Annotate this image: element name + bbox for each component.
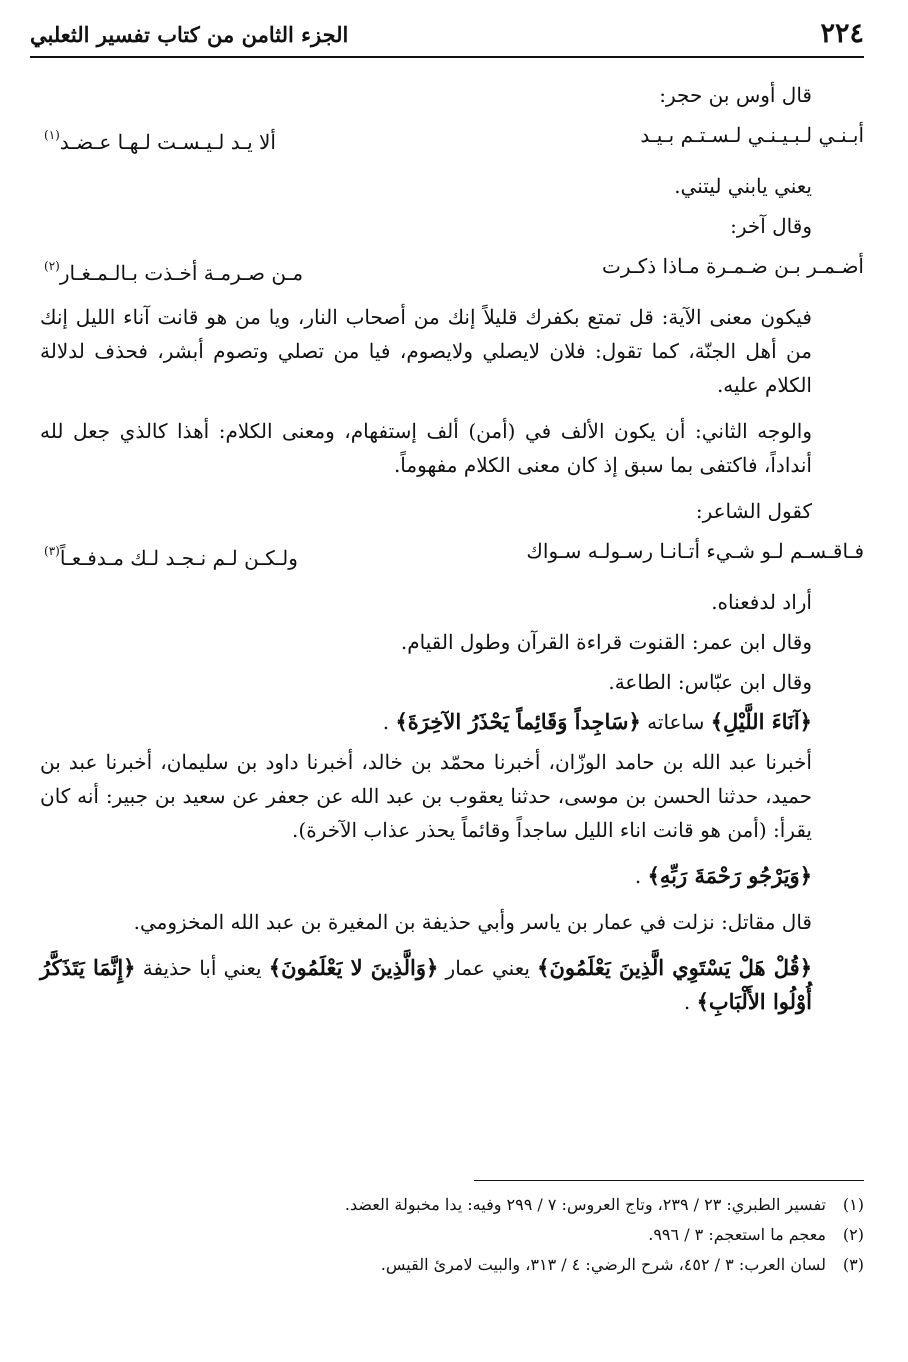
paragraph: فيكون معنى الآية: قل تمتع بكفرك قليلاً إنك من أصحاب النار، ويا من هو قانت آناء الليل إنك من أهل الجنّة، كما تقول: فلان لايصلي ولايصوم، فيا من تصلي وتصوم أبشر، فحذف لدلالة الكلام عليه.	[40, 305, 812, 397]
paragraph: وقال ابن عمر: القنوت قراءة القرآن وطول القيام.	[400, 630, 812, 654]
running-title: الجزء الثامن من كتاب تفسير الثعلبي	[30, 22, 349, 47]
footnote-divider	[474, 1180, 864, 1181]
paragraph: والوجه الثاني: أن يكون الألف في (أمن) ألف إستفهام، ومعنى الكلام: أهذا كالذي جعل لله أنداداً، فاكتفى بما سبق إذ كان معنى الكلام مفهوماً.	[40, 419, 812, 477]
quran-quote: ﴿إِنَّمَا يَتَذَكَّرُ أُوْلُوا الأَلْبَابِ﴾	[40, 955, 812, 1014]
quran-quote: ﴿وَيَرْجُو رَحْمَةَ رَبِّهِ﴾	[647, 863, 812, 888]
poetry-verse	[40, 118, 864, 159]
commentary-text: يعني أبا حذيفة	[135, 956, 269, 980]
poetry-verse	[40, 534, 864, 575]
quran-paragraph	[40, 951, 864, 1019]
footnote	[40, 1190, 864, 1220]
paragraph: وقال ابن عبّاس: الطاعة.	[608, 670, 812, 694]
footnote-text: معجم ما استعجم: ٣ / ٩٩٦.	[648, 1225, 826, 1244]
commentary-text: .	[382, 710, 396, 734]
paragraph: قال أوس بن حجر:	[659, 83, 812, 107]
verse-first-hemistich: فـاقـسـم لـو شـيء أتـانـا رسـولـه سـواك	[526, 539, 864, 563]
paragraph: وقال آخر:	[730, 214, 812, 238]
quran-quote: ﴿سَاجِداً وَقَائِماً يَحْذَرُ الآخِرَةَ﴾	[395, 709, 641, 734]
verse-first-hemistich: أضـمـر بـن ضـمـرة مـاذا ذكـرت	[602, 254, 864, 278]
main-text	[40, 78, 864, 1019]
paragraph: قال مقاتل: نزلت في عمار بن ياسر وأبي حذيفة بن المغيرة بن عبد الله المخزومي.	[133, 910, 812, 934]
footnote	[40, 1250, 864, 1280]
quran-paragraph	[40, 705, 864, 739]
paragraph: أخبرنا عبد الله بن حامد الوزّان، أخبرنا محمّد بن خالد، أخبرنا داود بن سليمان، أخبرنا عبد بن حميد، حدثنا الحسن بن موسى، حدثنا يعقوب بن عبد الله عن جعفر عن سعيد بن جبير: أنه كان يقرأ: (أمن هو قانت اناء الليل ساجداً وقائماً يحذر عذاب الآخرة).	[40, 750, 812, 842]
verse-text: مـن صـرمـة أخـذت بـالـمـغـار	[59, 261, 304, 285]
footnote-text: تفسير الطبري: ٢٣ / ٢٣٩، وتاج العروس: ٧ / ٢٩٩ وفيه: يدا مخبولة العضد.	[344, 1195, 826, 1214]
quran-quote: ﴿آنَاءَ اللَّيْلِ﴾	[710, 709, 812, 734]
page-number: ٢٢٤	[820, 18, 864, 49]
quran-paragraph	[40, 859, 864, 893]
poetry-verse	[40, 249, 864, 290]
footnote-number: (٣)	[842, 1255, 864, 1274]
verse-second-hemistich	[40, 118, 454, 159]
footnote	[40, 1220, 864, 1250]
paragraph: أراد لدفعناه.	[711, 590, 812, 614]
footnote-marker: (١)	[44, 128, 60, 142]
verse-text: ألا يـد لـيـسـت لـهـا عـضـد	[59, 130, 276, 154]
footnote-marker: (٣)	[44, 544, 60, 558]
footnote-text: لسان العرب: ٣ / ٤٥٢، شرح الرضي: ٤ / ٣١٣، والبيت لامرئ القيس.	[380, 1255, 826, 1274]
commentary-text: .	[683, 990, 697, 1014]
footnotes	[40, 1190, 864, 1280]
footnote-marker: (٢)	[44, 259, 60, 273]
paragraph: يعني يابني ليتني.	[674, 174, 812, 198]
quran-quote: ﴿وَالَّذِينَ لا يَعْلَمُونَ﴾	[268, 955, 439, 980]
footnote-number: (٢)	[842, 1225, 864, 1244]
commentary-text: يعني عمار	[438, 956, 538, 980]
footnote-number: (١)	[842, 1195, 864, 1214]
page-header	[30, 16, 864, 58]
quran-quote: ﴿قُلْ هَلْ يَسْتَوِي الَّذِينَ يَعْلَمُونَ﴾	[537, 955, 813, 980]
verse-second-hemistich	[40, 534, 454, 575]
verse-second-hemistich	[40, 249, 454, 290]
verse-text: ولـكـن لـم نـجـد لـك مـدفـعـاً	[59, 546, 298, 570]
paragraph: كقول الشاعر:	[695, 499, 812, 523]
verse-first-hemistich: أبـنـي لـبـيـنـي لـسـتـم بـيـد	[640, 123, 864, 147]
commentary-text: ساعاته	[640, 710, 711, 734]
commentary-text: .	[634, 864, 648, 888]
